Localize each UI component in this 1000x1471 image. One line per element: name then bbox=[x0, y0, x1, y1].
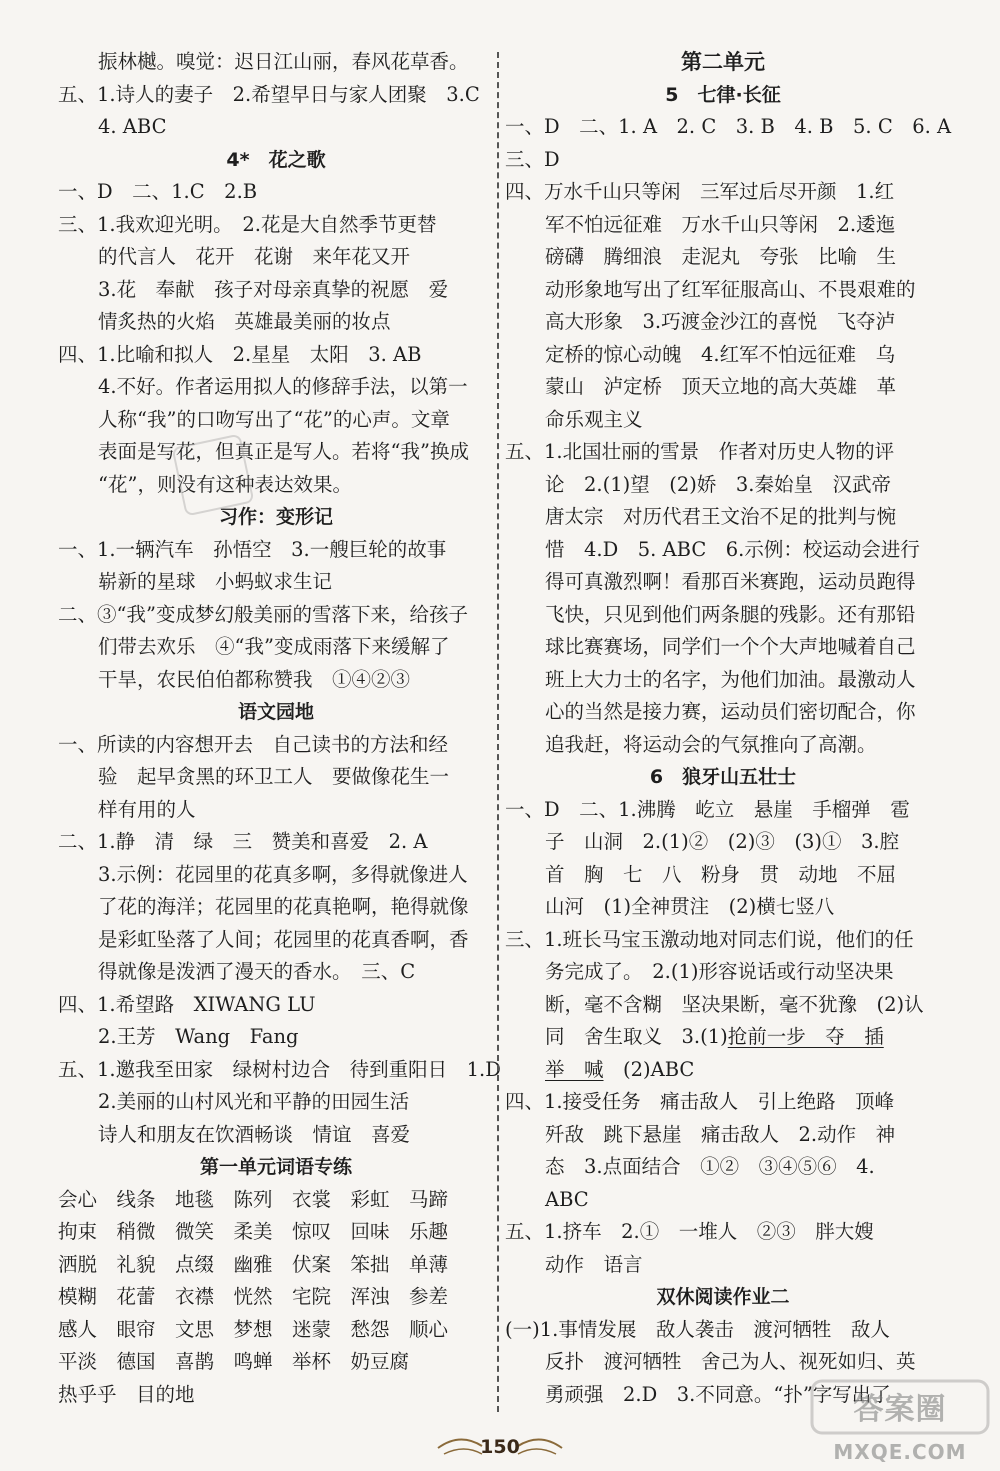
answer-line: 惜 4.D 5. ABC 6.示例：校运动会进行 bbox=[545, 537, 920, 561]
section-heading: 双休阅读作业二 bbox=[656, 1286, 790, 1308]
answer-line: 磅礴 腾细浪 走泥丸 夸张 比喻 生 bbox=[545, 245, 897, 268]
watermark-logo bbox=[804, 1375, 994, 1467]
answer-line: 动作 语言 bbox=[545, 1252, 643, 1276]
answer-line: 是彩虹坠落了人间；花园里的花真香啊，香 bbox=[98, 927, 469, 951]
answer-line: “花”，则没有这种表达效果。 bbox=[98, 472, 352, 496]
answer-line: 四、1.希望路 XIWANG LU bbox=[58, 992, 316, 1016]
answer-text: 同 舍生取义 3.(1) bbox=[545, 1025, 728, 1048]
answer-line: 蒙山 泸定桥 顶天立地的高大英雄 革 bbox=[545, 375, 897, 398]
answer-line: 动形象地写出了红军征服高山、不畏艰难的 bbox=[545, 277, 916, 301]
answer-line: 三、D bbox=[505, 147, 560, 171]
answer-line: 班上大力士的名字，为他们加油。最激动人 bbox=[545, 667, 916, 691]
section-heading: 6 狼牙山五壮士 bbox=[649, 766, 797, 788]
column-divider bbox=[497, 52, 499, 1412]
answer-line: 4.不好。作者运用拟人的修辞手法，以第一 bbox=[98, 375, 468, 398]
answer-line: 诗人和朋友在饮酒畅谈 情谊 喜爱 bbox=[98, 1122, 411, 1146]
answer-line: 三、1.班长马宝玉激动地对同志们说，他们的任 bbox=[505, 927, 914, 951]
answer-line: 样有用的人 bbox=[98, 797, 196, 821]
answer-line: 一、1.一辆汽车 孙悟空 3.一艘巨轮的故事 bbox=[58, 537, 447, 561]
answer-line: 得就像是泼洒了漫天的香水。 三、C bbox=[98, 960, 416, 983]
answer-line: 一、D 二、1.C 2.B bbox=[58, 180, 258, 203]
answer-line: 四、1.比喻和拟人 2.星星 太阳 3. AB bbox=[58, 342, 422, 366]
faint-stamp-mark bbox=[171, 433, 254, 516]
section-heading: 习作：变形记 bbox=[218, 506, 333, 528]
answer-line: 军不怕远征难 万水千山只等闲 2.逶迤 bbox=[545, 212, 896, 236]
answer-line: 3.花 奉献 孩子对母亲真挚的祝愿 爱 bbox=[98, 277, 449, 301]
section-heading: 语文园地 bbox=[237, 701, 314, 723]
answer-line: 情炙热的火焰 英雄最美丽的妆点 bbox=[98, 310, 391, 333]
answer-line: 模糊 花蕾 衣襟 恍然 宅院 浑浊 参差 bbox=[58, 1285, 449, 1308]
answer-line: 四、万水千山只等闲 三军过后尽开颜 1.红 bbox=[505, 180, 895, 203]
answer-line: 论 2.(1)望 (2)娇 3.秦始皇 汉武帝 bbox=[545, 472, 891, 496]
answer-line bbox=[505, 1021, 941, 1054]
answer-line: 表面是写花，但真正是写人。若将“我”换成 bbox=[98, 440, 469, 463]
answer-line: 拘束 稍微 微笑 柔美 惊叹 回味 乐趣 bbox=[58, 1220, 449, 1243]
right-column bbox=[505, 46, 952, 1411]
answer-line: 感人 眼帘 文思 梦想 迷蒙 愁怨 顺心 bbox=[58, 1317, 449, 1341]
answer-line: 一、D 二、1. A 2. C 3. B 4. B 5. C 6. A bbox=[505, 115, 952, 138]
answer-line: 命乐观主义 bbox=[545, 407, 643, 431]
underlined-text: 举 喊 bbox=[545, 1057, 604, 1081]
answer-line: 三、1.我欢迎光明。 2.花是大自然季节更替 bbox=[58, 212, 437, 236]
answer-line: 干旱，农民伯伯都称赞我 ①④②③ bbox=[98, 667, 411, 691]
answer-line: 山河 (1)全神贯注 (2)横七竖八 bbox=[545, 895, 835, 918]
section-heading: 5 七律·长征 bbox=[665, 83, 781, 106]
answer-line: 五、1.邀我至田家 绿树村边合 待到重阳日 1.D bbox=[58, 1057, 501, 1081]
answer-line: 4. ABC bbox=[98, 115, 167, 138]
answer-line: 平淡 德国 喜鹊 鸣蝉 举杯 奶豆腐 bbox=[58, 1350, 410, 1373]
answer-line: 2.美丽的山村风光和平静的田园生活 bbox=[98, 1090, 410, 1113]
answer-line: 心的当然是接力赛，运动员们密切配合，你 bbox=[545, 700, 916, 723]
answer-line: 振林樾。嗅觉：迟日江山丽，春风花草香。 bbox=[98, 50, 469, 73]
answer-line: 高大形象 3.巧渡金沙江的喜悦 飞夺泸 bbox=[545, 310, 896, 333]
answer-line: 崭新的星球 小蚂蚁求生记 bbox=[98, 570, 333, 593]
section-heading: 4* 花之歌 bbox=[226, 148, 326, 171]
answer-line: 洒脱 礼貌 点缀 幽雅 伏案 笨拙 单薄 bbox=[58, 1252, 449, 1276]
answer-line: 2.王芳 Wang Fang bbox=[98, 1025, 299, 1048]
answer-line: ABC bbox=[545, 1187, 589, 1211]
answer-line: 子 山洞 2.(1)② (2)③ (3)① 3.腔 bbox=[545, 830, 900, 853]
answer-line: 四、1.接受任务 痛击敌人 引上绝路 顶峰 bbox=[505, 1090, 895, 1113]
answer-line: 二、③“我”变成梦幻般美丽的雪落下来，给孩子 bbox=[58, 602, 468, 626]
answer-line: 首 胸 七 八 粉身 贯 动地 不屈 bbox=[545, 862, 897, 886]
answer-line: 追我赶，将运动会的气氛推向了高潮。 bbox=[545, 732, 877, 756]
answer-line: 态 3.点面结合 ①② ③④⑤⑥ 4. bbox=[545, 1155, 875, 1178]
section-heading: 第一单元词语专练 bbox=[199, 1156, 352, 1178]
watermark-text-cn: 答案圈 bbox=[853, 1392, 947, 1427]
answer-line: 得可真激烈啊！看那百米赛跑，运动员跑得 bbox=[545, 570, 916, 593]
answer-line: 会心 线条 地毯 陈列 衣裳 彩虹 马蹄 bbox=[58, 1187, 449, 1211]
answer-line: 五、1.北国壮丽的雪景 作者对历史人物的评 bbox=[505, 440, 895, 463]
answer-line: 勇顽强 2.D 3.不同意。“扑”字写出了 bbox=[545, 1382, 891, 1406]
page-number: 150 bbox=[480, 1436, 520, 1458]
answer-line: 五、1.诗人的妻子 2.希望早日与家人团聚 3.C bbox=[58, 82, 480, 106]
answer-line: (一)1.事情发展 敌人袭击 渡河牺牲 敌人 bbox=[505, 1317, 890, 1341]
answer-line: 务完成了。 2.(1)形容说话或行动坚决果 bbox=[545, 960, 894, 983]
answer-line: 球比赛赛场，同学们一个个大声地喊着自己 bbox=[545, 635, 916, 658]
answer-line: 一、所读的内容想开去 自己读书的方法和经 bbox=[58, 732, 449, 756]
answer-line: 五、1.挤车 2.① 一堆人 ②③ 胖大嫂 bbox=[505, 1220, 874, 1243]
answer-line: 一、D 二、1.沸腾 屹立 悬崖 手榴弹 雹 bbox=[505, 797, 910, 821]
answer-line: 歼敌 跳下悬崖 痛击敌人 2.动作 神 bbox=[545, 1122, 896, 1146]
answer-line: 定桥的惊心动魄 4.红军不怕远征难 乌 bbox=[545, 342, 896, 366]
left-column bbox=[58, 46, 501, 1411]
answer-line bbox=[505, 1054, 941, 1087]
answer-line: 飞快，只见到他们两条腿的残影。还有那铅 bbox=[545, 602, 916, 626]
answer-line: 热乎乎 目的地 bbox=[58, 1382, 195, 1406]
answer-text: (2)ABC bbox=[603, 1057, 695, 1081]
section-heading: 第二单元 bbox=[681, 50, 765, 74]
answer-line: 断，毫不含糊 坚决果断，毫不犹豫 (2)认 bbox=[545, 992, 924, 1016]
underlined-text: 抢前一步 夺 插 bbox=[727, 1025, 884, 1048]
answer-line: 二、1.静 清 绿 三 赞美和喜爱 2. A bbox=[58, 830, 428, 853]
answer-line: 反扑 渡河牺牲 舍己为人、视死如归、英 bbox=[545, 1350, 916, 1373]
watermark-text-url: MXQE.COM bbox=[833, 1440, 967, 1464]
answer-line: 人称“我”的口吻写出了“花”的心声。文章 bbox=[98, 407, 450, 431]
answer-line: 3.示例：花园里的花真多啊，多得就像进人 bbox=[98, 862, 468, 886]
answer-line: 们带去欢乐 ④“我”变成雨落下来缓解了 bbox=[98, 635, 450, 658]
answer-line: 验 起早贪黑的环卫工人 要做像花生一 bbox=[98, 765, 450, 788]
answer-line: 唐太宗 对历代君王文治不足的批判与惋 bbox=[545, 505, 897, 528]
answer-line: 了花的海洋；花园里的花真艳啊，艳得就像 bbox=[98, 895, 469, 918]
answer-line: 的代言人 花开 花谢 来年花又开 bbox=[98, 245, 411, 268]
